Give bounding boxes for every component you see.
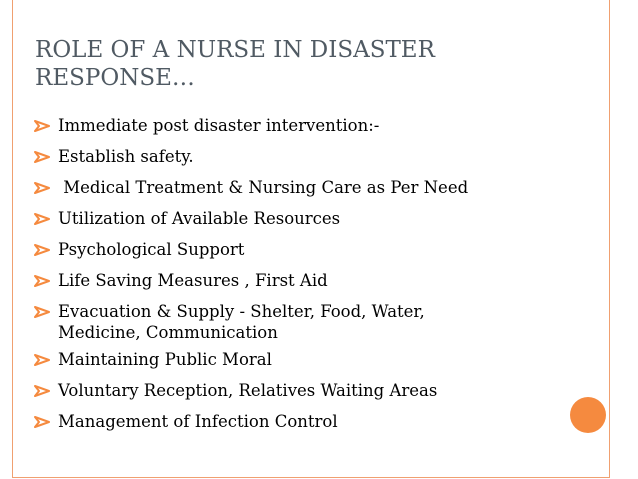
title-line-1: ROLE OF A NURSE IN DISASTER — [35, 37, 435, 63]
bullet-text: Life Saving Measures , First Aid — [58, 271, 328, 290]
bullet-text: Maintaining Public Moral — [58, 350, 272, 369]
bullet-item — [34, 301, 574, 343]
bullet-item — [34, 239, 574, 260]
bullet-text-line-1: Evacuation & Supply - Shelter, Food, Water, — [58, 302, 425, 321]
bullet-item — [34, 411, 574, 432]
bullet-item — [34, 270, 574, 291]
bullet-list — [34, 115, 574, 442]
bullet-item — [34, 115, 574, 136]
bullet-text: Utilization of Available Resources — [58, 209, 341, 228]
bullet-item — [34, 208, 574, 229]
chevron-bullet-icon — [34, 213, 51, 225]
chevron-bullet-icon — [34, 275, 51, 287]
slide-title — [35, 36, 555, 92]
chevron-bullet-icon — [34, 416, 51, 428]
bullet-text: Voluntary Reception, Relatives Waiting Areas — [58, 381, 438, 400]
bullet-text: Establish safety. — [58, 147, 194, 166]
chevron-bullet-icon — [34, 182, 51, 194]
title-line-2: RESPONSE… — [35, 65, 195, 91]
chevron-bullet-icon — [34, 306, 51, 318]
chevron-bullet-icon — [34, 120, 51, 132]
bullet-text: Medical Treatment & Nursing Care as Per Need — [58, 178, 469, 197]
bullet-item — [34, 146, 574, 167]
bullet-text: Management of Infection Control — [58, 412, 338, 431]
chevron-bullet-icon — [34, 244, 51, 256]
bullet-text: Immediate post disaster intervention:- — [58, 116, 380, 135]
bullet-item — [34, 177, 574, 198]
bullet-text-line-2: Medicine, Communication — [58, 323, 278, 342]
chevron-bullet-icon — [34, 385, 51, 397]
chevron-bullet-icon — [34, 354, 51, 366]
accent-circle — [570, 397, 606, 433]
bullet-text: Psychological Support — [58, 240, 245, 259]
chevron-bullet-icon — [34, 151, 51, 163]
bullet-item — [34, 380, 574, 401]
bullet-item — [34, 349, 574, 370]
